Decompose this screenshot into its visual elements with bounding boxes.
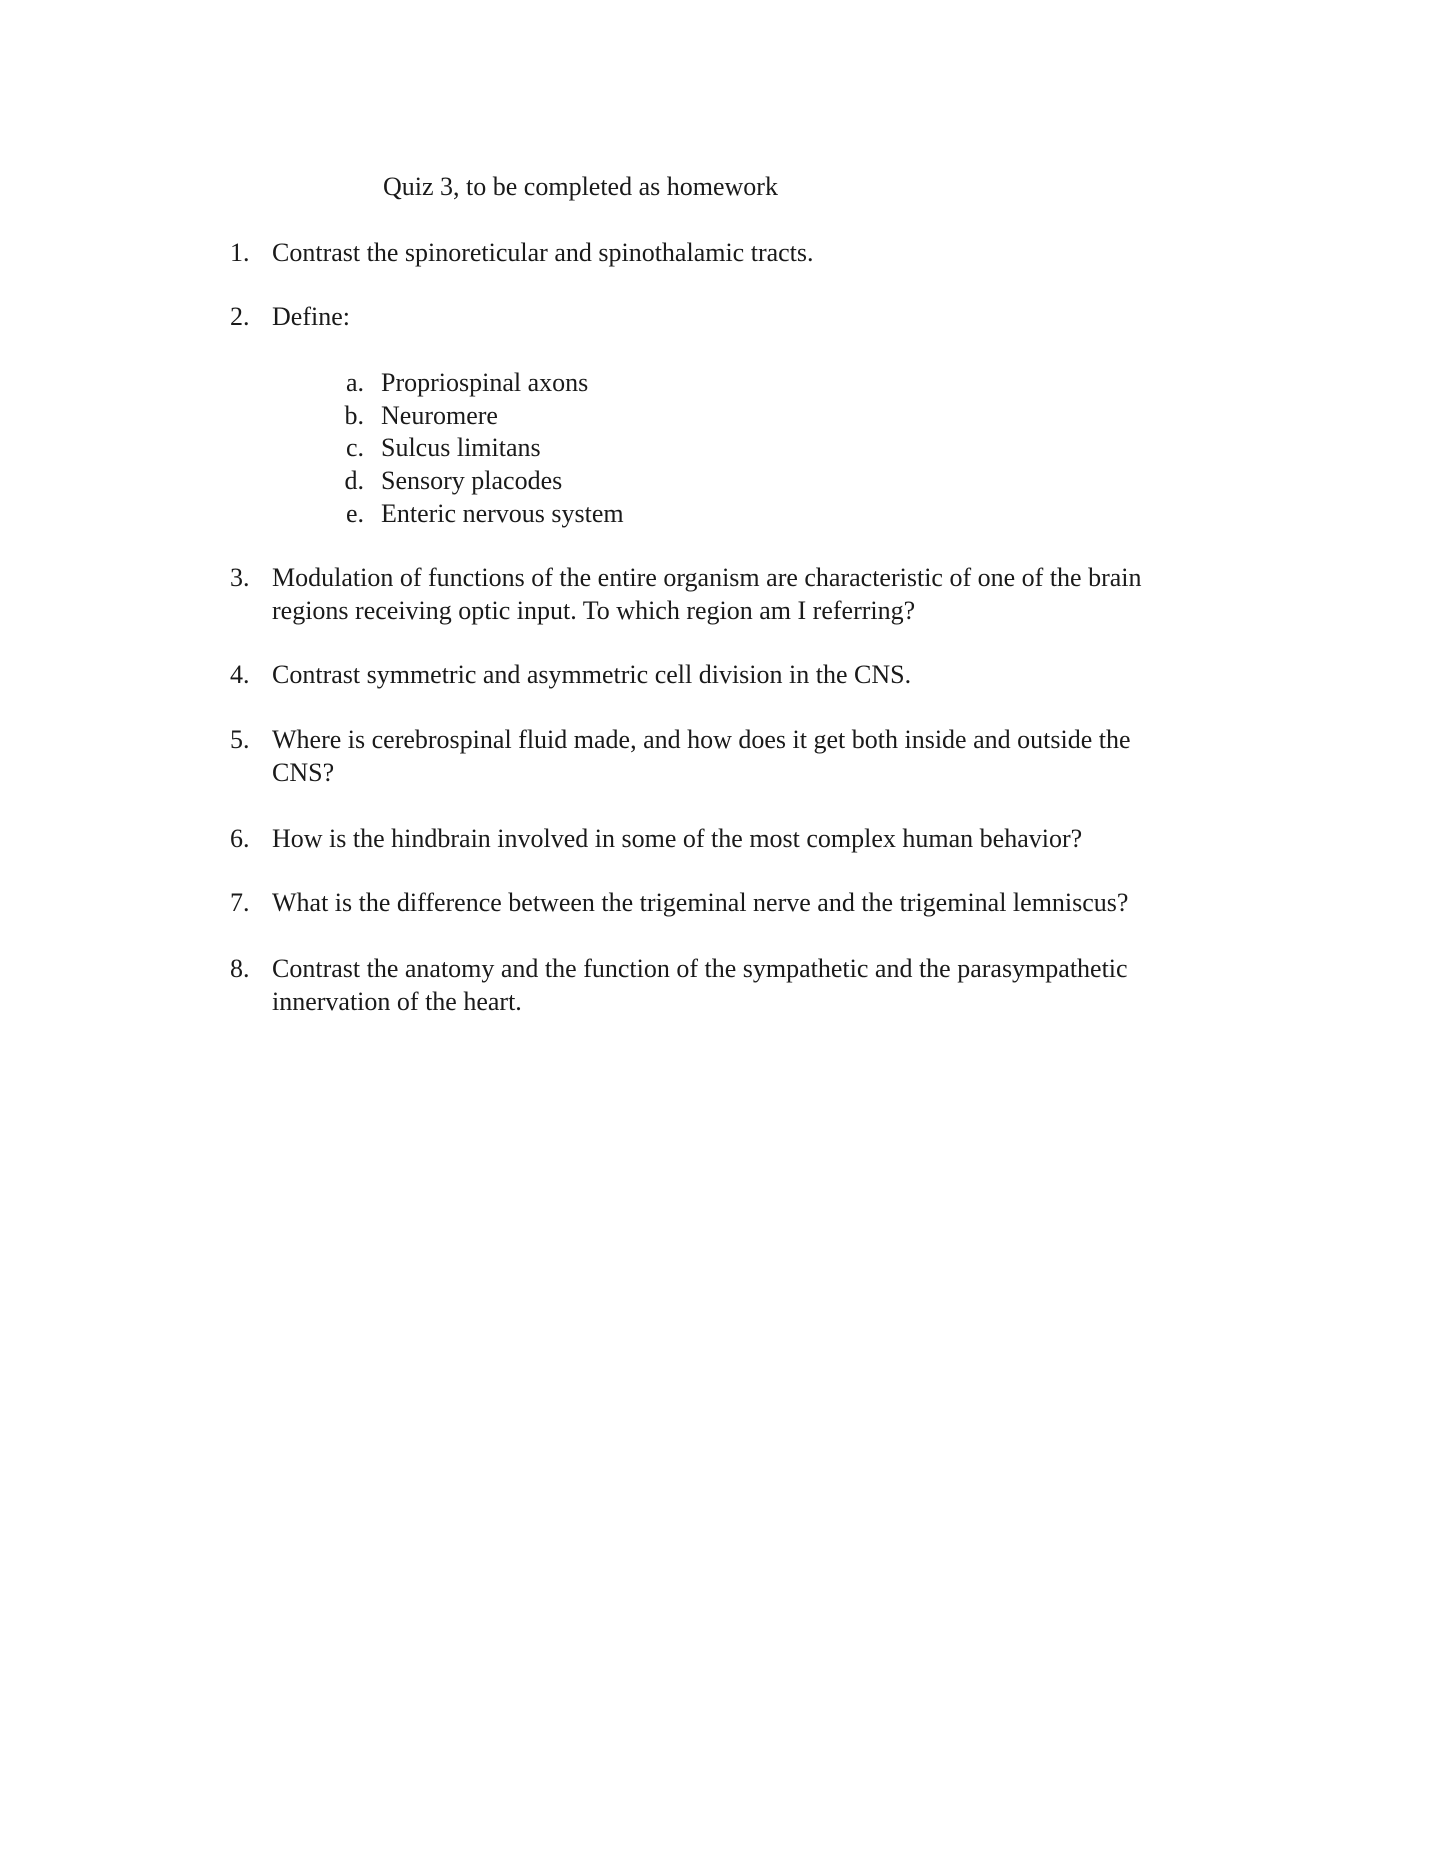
define-item-a <box>336 366 936 399</box>
question-text-line-2: CNS? <box>272 758 335 787</box>
question-text <box>272 561 1272 627</box>
item-letter: c. <box>345 433 364 462</box>
question-number: 8. <box>230 954 250 983</box>
define-item-d <box>336 464 936 497</box>
question-text: Contrast the spinoreticular and spinothalamic tracts. <box>272 238 814 267</box>
page-title: Quiz 3, to be completed as homework <box>383 172 778 201</box>
item-text: Enteric nervous system <box>381 499 624 528</box>
item-letter: b. <box>344 401 364 430</box>
question-text <box>272 952 1272 1018</box>
question-number: 1. <box>230 238 250 267</box>
question-text-line-2: innervation of the heart. <box>272 987 522 1016</box>
question-text: Contrast symmetric and asymmetric cell division in the CNS. <box>272 660 912 689</box>
question-number: 7. <box>230 888 250 917</box>
question-text: Define: <box>272 302 350 331</box>
define-item-e <box>336 497 936 530</box>
item-text: Sensory placodes <box>381 466 563 495</box>
item-text: Sulcus limitans <box>381 433 541 462</box>
question-text-line-1: Contrast the anatomy and the function of the sympathetic and the parasympathetic <box>272 954 1128 983</box>
question-text-line-2: regions receiving optic input. To which region am I referring? <box>272 596 916 625</box>
question-text-line-1: Modulation of functions of the entire organism are characteristic of one of the brain <box>272 563 1142 592</box>
define-item-b <box>336 399 936 432</box>
question-text: What is the difference between the trigeminal nerve and the trigeminal lemniscus? <box>272 888 1129 917</box>
item-letter: a. <box>345 368 364 397</box>
question-number: 3. <box>230 563 250 592</box>
item-letter: d. <box>344 466 364 495</box>
question-number: 5. <box>230 725 250 754</box>
question-number: 6. <box>230 824 250 853</box>
item-letter: e. <box>345 499 364 528</box>
define-item-c <box>336 431 936 464</box>
question-number: 2. <box>230 302 250 331</box>
question-text-line-1: Where is cerebrospinal fluid made, and how does it get both inside and outside the <box>272 725 1131 754</box>
item-text: Propriospinal axons <box>381 368 589 397</box>
item-text: Neuromere <box>381 401 498 430</box>
question-number: 4. <box>230 660 250 689</box>
question-text: How is the hindbrain involved in some of the most complex human behavior? <box>272 824 1083 853</box>
question-text <box>272 723 1272 789</box>
